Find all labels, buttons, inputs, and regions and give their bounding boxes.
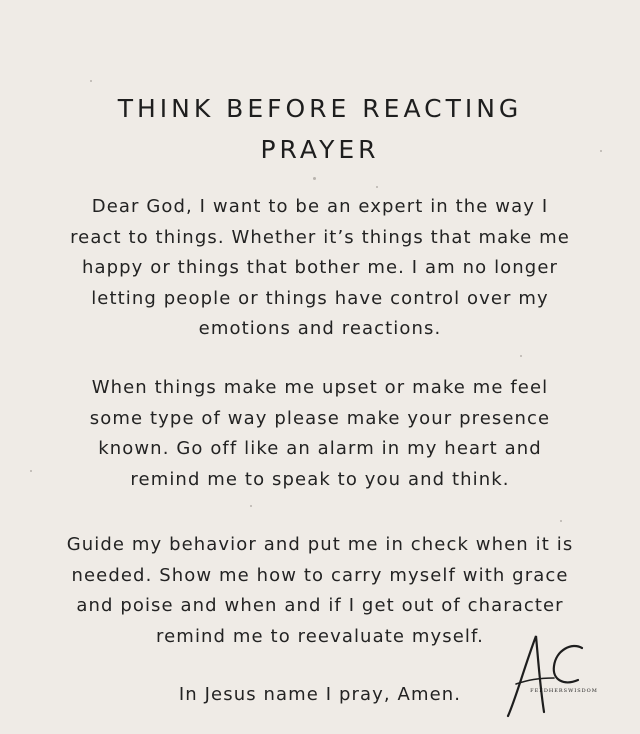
paragraph-line: react to things. Whether it’s things that make me	[70, 226, 570, 248]
paragraph-line: letting people or things have control over my	[91, 287, 549, 309]
paper-speck	[250, 505, 252, 507]
paper-speck	[520, 355, 522, 357]
logo-wordmark: FEEDHERSWISDOM	[530, 688, 598, 694]
paragraph-line: remind me to speak to you and think.	[130, 468, 510, 490]
paragraph-line: needed. Show me how to carry myself with grace	[71, 564, 569, 586]
paragraph-line: When things make me upset or make me feel	[91, 377, 549, 398]
paragraph-line: happy or things that bother me. I am no longer	[81, 257, 558, 278]
paragraph-line: known. Go off like an alarm in my heart and	[98, 438, 542, 459]
paragraph-line: Dear God, I want to be an expert in the way I	[91, 196, 549, 217]
ac-logo	[494, 628, 634, 718]
paragraph-line: some type of way please make your presence	[89, 407, 551, 429]
paragraph-2	[0, 373, 640, 495]
prayer-title-line-1: THINK BEFORE REACTING	[117, 94, 523, 123]
paper-speck	[90, 80, 92, 82]
paragraph-line: Guide my behavior and put me in check when it is	[66, 534, 574, 555]
prayer-title-line-2: PRAYER	[260, 135, 380, 164]
paragraph-line: and poise and when and if I get out of character	[76, 595, 564, 616]
paper-speck	[376, 186, 378, 188]
paper-speck	[560, 520, 562, 522]
paragraph-line: emotions and reactions.	[198, 318, 442, 339]
closing-line: In Jesus name I pray, Amen.	[178, 684, 462, 705]
paragraph-line: remind me to reevaluate myself.	[156, 625, 484, 647]
paper-speck	[313, 177, 316, 180]
ac-monogram-icon	[494, 628, 634, 718]
paragraph-1	[0, 192, 640, 345]
